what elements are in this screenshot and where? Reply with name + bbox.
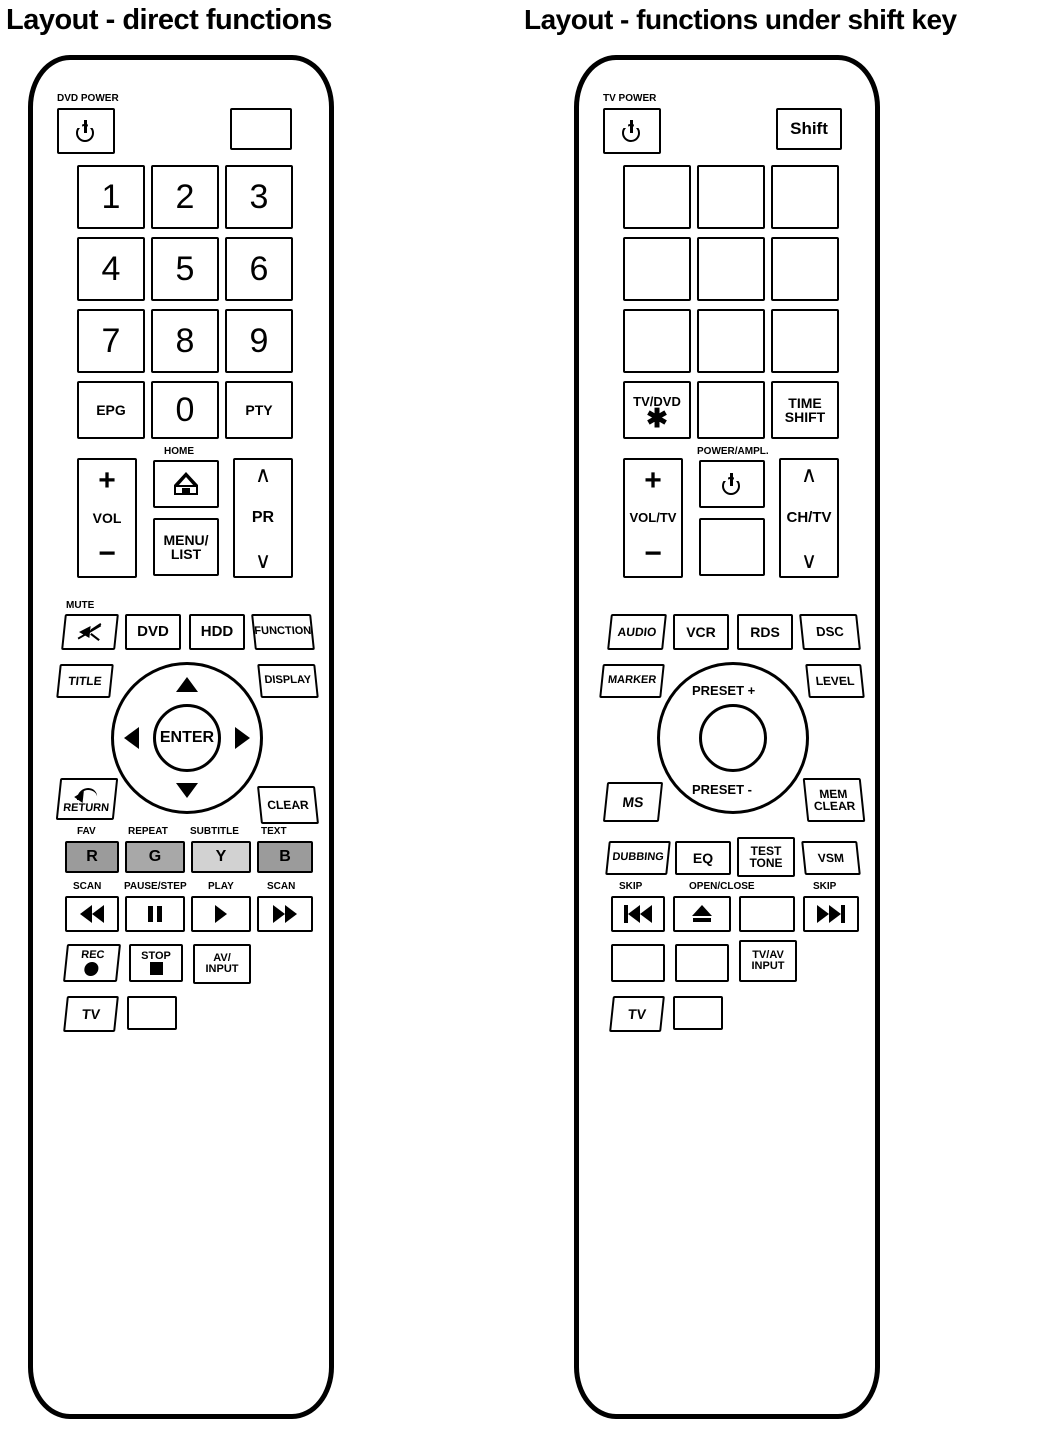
volume-label: VOL	[92, 509, 122, 526]
skip-back-button[interactable]	[611, 896, 665, 932]
volume-tv-rocker[interactable]	[623, 458, 683, 578]
skip-forward-icon	[817, 905, 845, 923]
fav-label: FAV	[77, 826, 96, 837]
skip-back-label: SKIP	[619, 881, 643, 892]
preset-center-button[interactable]	[699, 704, 767, 772]
vcr-button[interactable]: VCR	[673, 614, 729, 650]
volume-up-label: +	[644, 464, 662, 497]
hdd-button[interactable]: HDD	[189, 614, 245, 650]
time-shift-button[interactable]	[771, 381, 839, 439]
power-ampl-button[interactable]	[699, 460, 765, 508]
volume-down-label: −	[644, 537, 662, 571]
stop-icon	[150, 962, 163, 975]
digit-6-button[interactable]: 6	[225, 237, 293, 301]
ms-button[interactable]: MS	[603, 782, 663, 822]
left-panel-title: Layout - direct functions	[6, 4, 332, 36]
tv-button[interactable]: TV	[609, 996, 665, 1032]
blank-button-5[interactable]	[697, 237, 765, 301]
tv-av-input-line2: INPUT	[751, 960, 785, 972]
blank-button-bottom[interactable]	[673, 996, 723, 1030]
preset-minus-label: PRESET -	[692, 782, 752, 797]
blank-button-2[interactable]	[697, 165, 765, 229]
function-button[interactable]: FUNCTION	[251, 614, 315, 650]
skip-back-icon	[624, 905, 652, 923]
digit-0-button[interactable]: 0	[151, 381, 219, 439]
skip-forward-button[interactable]	[803, 896, 859, 932]
asterisk-icon: ✱	[646, 402, 668, 433]
nav-right-icon[interactable]	[235, 727, 250, 749]
preset-plus-label: PRESET +	[692, 683, 756, 698]
left-panel	[0, 0, 523, 1434]
play-label: PLAY	[208, 881, 234, 892]
marker-button[interactable]: MARKER	[599, 664, 665, 698]
scan-forward-label: SCAN	[267, 881, 296, 892]
left-remote-body	[28, 55, 334, 1419]
digit-5-button[interactable]: 5	[151, 237, 219, 301]
program-rocker[interactable]	[233, 458, 293, 578]
dubbing-button[interactable]: DUBBING	[605, 841, 671, 875]
tv-power-label: TV POWER	[603, 93, 657, 104]
eject-icon	[692, 905, 712, 923]
av-input-button[interactable]	[193, 944, 251, 984]
dsc-button[interactable]: DSC	[799, 614, 861, 650]
blank-button-center-mid[interactable]	[697, 381, 765, 439]
yellow-button[interactable]: Y	[191, 841, 251, 873]
scan-forward-button[interactable]	[257, 896, 313, 932]
digit-3-button[interactable]: 3	[225, 165, 293, 229]
dvd-power-button[interactable]	[57, 108, 115, 154]
ch-down-chevron: ∨	[800, 547, 818, 573]
shift-button[interactable]: Shift	[776, 108, 842, 150]
blank-button-3[interactable]	[771, 165, 839, 229]
blue-button[interactable]: B	[257, 841, 313, 873]
tv-av-input-button[interactable]	[739, 940, 797, 982]
ch-tv-label: CH/TV	[786, 509, 832, 527]
dvd-button[interactable]: DVD	[125, 614, 181, 650]
test-tone-line2: TONE	[749, 856, 783, 870]
vol-tv-label: VOL/TV	[629, 510, 677, 526]
audio-button[interactable]: AUDIO	[607, 614, 667, 650]
mem-clear-button[interactable]	[803, 778, 866, 822]
fast-forward-icon	[273, 905, 297, 923]
blank-button-bottom[interactable]	[127, 996, 177, 1030]
mem-clear-line1: MEM	[818, 786, 849, 801]
power-icon	[721, 473, 743, 495]
mute-button[interactable]	[61, 614, 119, 650]
test-tone-line1: TEST	[750, 843, 782, 858]
av-input-line1: AV/	[213, 951, 231, 964]
mem-clear-line2: CLEAR	[813, 799, 857, 813]
tv-button[interactable]: TV	[63, 996, 119, 1032]
subtitle-label: SUBTITLE	[190, 826, 239, 837]
nav-down-icon[interactable]	[176, 783, 198, 798]
red-button[interactable]: R	[65, 841, 119, 873]
blank-button-4[interactable]	[623, 237, 691, 301]
skip-forward-label: SKIP	[813, 881, 837, 892]
channel-tv-rocker[interactable]	[779, 458, 839, 578]
pause-step-button[interactable]	[125, 896, 185, 932]
power-icon	[75, 120, 97, 142]
blank-button-top-right[interactable]	[230, 108, 292, 150]
stop-label: STOP	[141, 949, 171, 962]
pr-label: PR	[251, 508, 275, 526]
display-button[interactable]: DISPLAY	[257, 664, 319, 698]
blank-button-below-ampl[interactable]	[699, 518, 765, 576]
digit-9-button[interactable]: 9	[225, 309, 293, 373]
time-shift-line2: SHIFT	[784, 409, 826, 425]
blank-button-8[interactable]	[697, 309, 765, 373]
right-remote-body	[574, 55, 880, 1419]
mute-icon	[76, 622, 104, 642]
enter-label: ENTER	[159, 729, 215, 746]
tv-dvd-label: TV/DVD	[633, 394, 681, 410]
rds-button[interactable]: RDS	[737, 614, 793, 650]
tv-power-button[interactable]	[603, 108, 661, 154]
blank-button-7[interactable]	[623, 309, 691, 373]
volume-down-label: −	[98, 537, 116, 571]
return-icon	[74, 785, 102, 803]
record-icon	[84, 962, 99, 976]
blank-button-6[interactable]	[771, 237, 839, 301]
right-panel	[524, 0, 1047, 1434]
digit-2-button[interactable]: 2	[151, 165, 219, 229]
home-label: HOME	[164, 446, 194, 457]
menu-list-line2: LIST	[170, 546, 202, 562]
enter-button[interactable]	[153, 704, 221, 772]
repeat-label: REPEAT	[128, 826, 168, 837]
volume-rocker[interactable]	[77, 458, 137, 578]
nav-up-icon[interactable]	[176, 677, 198, 692]
test-tone-button[interactable]	[737, 837, 795, 877]
eq-button[interactable]: EQ	[675, 841, 731, 875]
pause-icon	[148, 906, 162, 922]
green-button[interactable]: G	[125, 841, 185, 873]
vsm-button[interactable]: VSM	[801, 841, 861, 875]
level-button[interactable]: LEVEL	[805, 664, 865, 698]
rec-label: REC	[80, 949, 106, 962]
scan-reverse-label: SCAN	[73, 881, 102, 892]
play-button[interactable]	[191, 896, 251, 932]
digit-4-button[interactable]: 4	[77, 237, 145, 301]
record-button[interactable]	[63, 944, 121, 982]
blank-button-9[interactable]	[771, 309, 839, 373]
volume-up-label: +	[98, 464, 116, 497]
tv-av-input-line1: TV/AV	[752, 948, 784, 961]
right-panel-title: Layout - functions under shift key	[524, 4, 957, 35]
tv-dvd-button[interactable]	[623, 381, 691, 439]
rewind-icon	[80, 905, 104, 923]
ch-up-chevron: ∧	[800, 462, 818, 487]
menu-list-line1: MENU/	[163, 531, 209, 548]
pause-step-label: PAUSE/STEP	[124, 881, 187, 892]
return-button[interactable]	[56, 778, 118, 820]
return-label: RETURN	[62, 802, 110, 815]
digit-7-button[interactable]: 7	[77, 309, 145, 373]
nav-left-icon[interactable]	[124, 727, 139, 749]
open-close-button[interactable]	[673, 896, 731, 932]
open-close-label: OPEN/CLOSE	[689, 881, 755, 892]
blank-rec-button[interactable]	[611, 944, 665, 982]
home-icon	[172, 472, 200, 496]
pr-down-chevron: ∨	[254, 547, 272, 573]
blank-play-button[interactable]	[739, 896, 795, 932]
menu-list-button[interactable]	[153, 518, 219, 576]
digit-8-button[interactable]: 8	[151, 309, 219, 373]
pr-up-chevron: ∧	[254, 462, 272, 487]
play-icon	[215, 905, 227, 923]
mute-label: MUTE	[66, 600, 95, 611]
dvd-power-label: DVD POWER	[57, 93, 119, 104]
digit-1-button[interactable]: 1	[77, 165, 145, 229]
stop-button[interactable]	[129, 944, 183, 982]
clear-button[interactable]: CLEAR	[257, 786, 319, 824]
av-input-line2: INPUT	[205, 963, 239, 975]
text-label: TEXT	[261, 826, 287, 837]
time-shift-line1: TIME	[788, 394, 822, 411]
home-button[interactable]	[153, 460, 219, 508]
blank-button-1[interactable]	[623, 165, 691, 229]
pty-button[interactable]: PTY	[225, 381, 293, 439]
scan-reverse-button[interactable]	[65, 896, 119, 932]
power-ampl-label: POWER/AMPL.	[697, 446, 769, 457]
epg-button[interactable]: EPG	[77, 381, 145, 439]
blank-stop-button[interactable]	[675, 944, 729, 982]
title-button[interactable]: TITLE	[56, 664, 114, 698]
power-icon	[621, 120, 643, 142]
